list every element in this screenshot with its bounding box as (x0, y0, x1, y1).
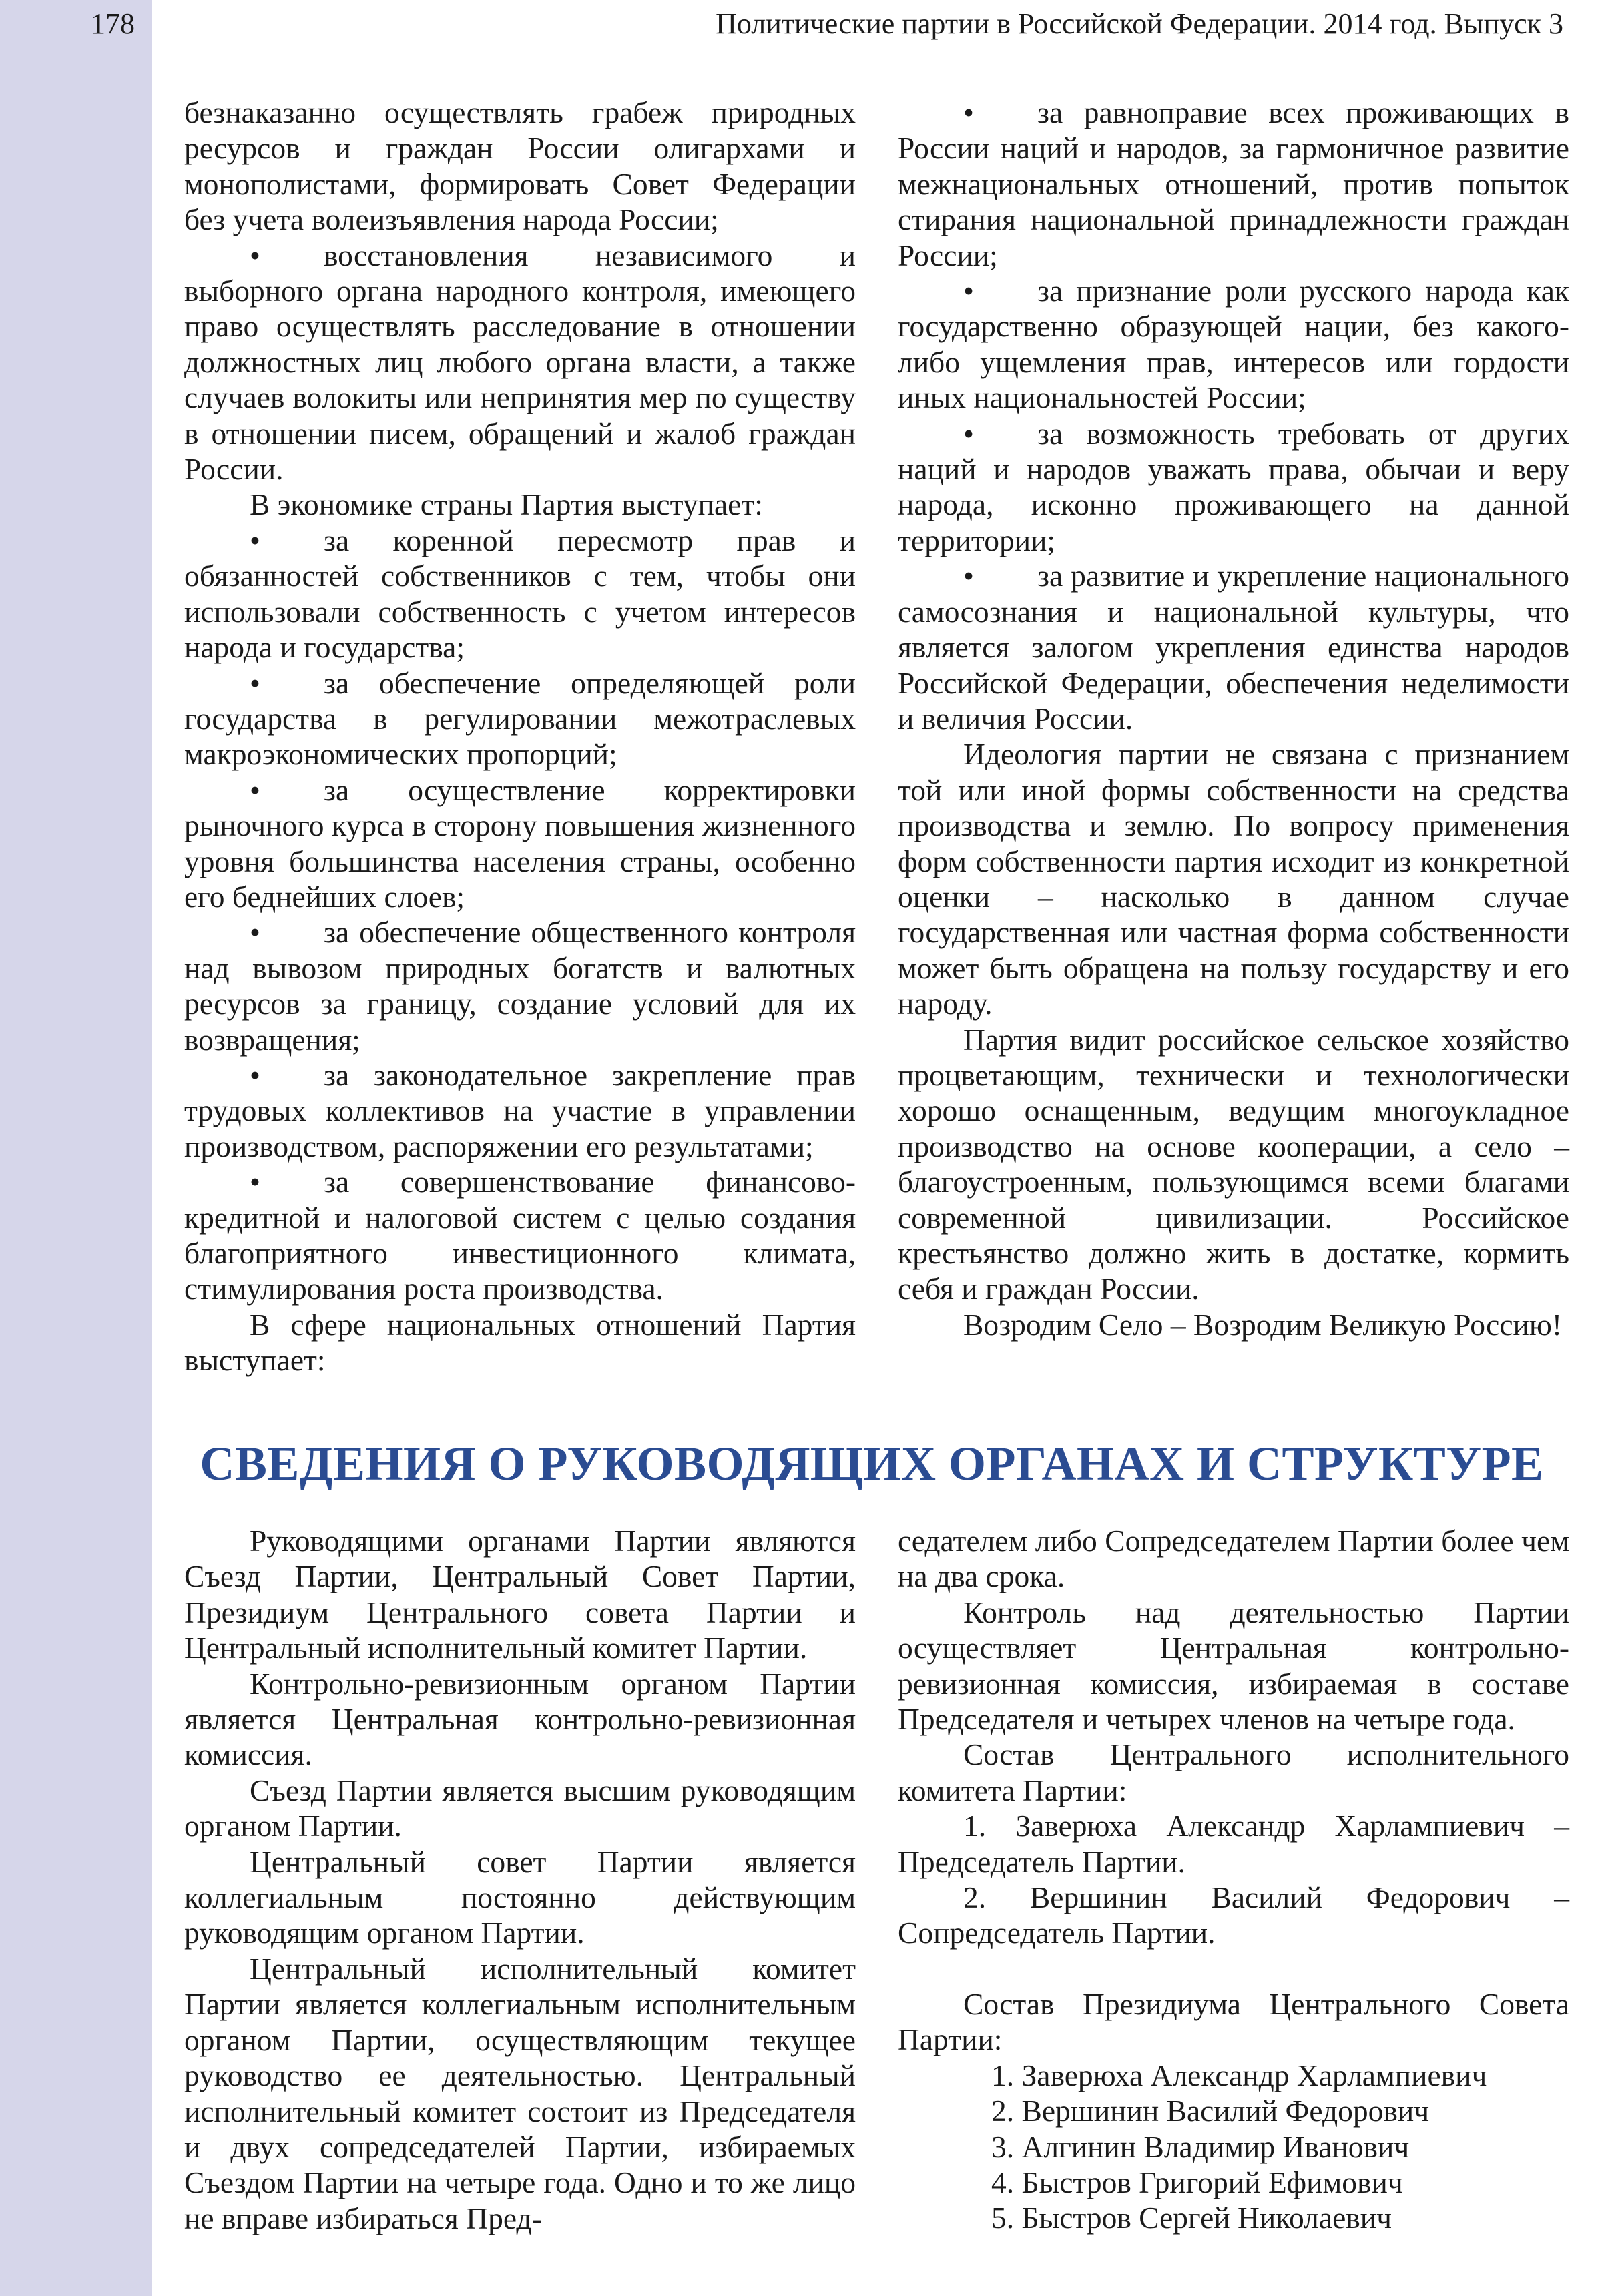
paragraph: В сфере национальных отношений Партия выступает: (184, 1307, 856, 1378)
margin-strip (0, 0, 152, 2296)
bullet-icon: • (250, 523, 260, 557)
list-item: 5. Быстров Сергей Николаевич (991, 2201, 1392, 2235)
bullet-text: восстановления независимого и выборного органа народного контроля, имеющего право осуществлять расследование в отношении должностных лиц любого органа власти, а также случаев волокиты или непринятия мер по существу в отношении писем, обращений и жалоб граждан России. (184, 238, 856, 487)
bullet-item (184, 772, 856, 915)
bullet-icon: • (963, 559, 974, 593)
top-left-column (184, 95, 856, 1378)
bullet-item (184, 914, 856, 1057)
paragraph: Центральный совет Партии является коллегиальным постоянно действующим руководящим органом Партии. (184, 1844, 856, 1950)
paragraph: Возродим Село – Возродим Великую Россию! (963, 1307, 1563, 1342)
paragraph: В экономике страны Партия выступает: (250, 487, 763, 522)
bullet-icon: • (963, 95, 974, 129)
bullet-item (898, 416, 1569, 559)
bullet-item (898, 273, 1569, 416)
top-right-column (898, 95, 1569, 1342)
paragraph: Состав Центрального исполнительного комитета Партии: (898, 1737, 1569, 1807)
list-item: 3. Алгинин Владимир Иванович (991, 2129, 1410, 2164)
bullet-item (184, 523, 856, 665)
paragraph: седателем либо Сопредседателем Партии более чем на два срока. (898, 1524, 1569, 1594)
presidium-members-list (898, 2058, 1569, 2236)
bullet-item (898, 95, 1569, 273)
paragraph: Съезд Партии является высшим руководящим органом Партии. (184, 1773, 856, 1843)
list-item: 2. Вершинин Василий Федорович (991, 2094, 1430, 2128)
paragraph: Центральный исполнительный комитет Партии является коллегиальным исполнительным органом Партии, осуществляющим текущее руководство ее деятельностью. Центральный исполнительный комитет состоит из Председателя и двух сопредседателей Партии, избираемых Съездом Партии на четыре года. Одно и то же лицо не вправе избираться Пред- (184, 1951, 856, 2235)
bullet-text: за обеспечение определяющей роли государства в регулировании межотраслевых макроэкономических пропорций; (184, 665, 856, 772)
bullet-icon: • (250, 665, 260, 700)
list-item: 1. Заверюха Александр Харлампиевич (991, 2058, 1487, 2092)
bullet-icon: • (250, 1165, 260, 1199)
paragraph: Контроль над деятельностью Партии осуществляет Центральная контрольно-ревизионная комиссия, избираемая в составе Председателя и четырех членов на четыре года. (898, 1595, 1569, 1737)
paragraph: Партия видит российское сельское хозяйство процветающим, технически и технологически хорошо оснащенным, ведущим многоукладное производство на основе кооперации, а село – благоустроенным, пользующимся всеми благами современной цивилизации. Российское крестьянство должно жить в достатке, кормить себя и граждан России. (898, 1022, 1569, 1306)
bullet-icon: • (250, 1057, 260, 1092)
running-head: Политические партии в Российской Федерации. 2014 год. Выпуск 3 (716, 7, 1563, 40)
bottom-left-column (184, 1523, 856, 2236)
bullet-item (184, 1057, 856, 1164)
bullet-icon: • (250, 772, 260, 807)
bullet-icon: • (250, 915, 260, 950)
bullet-item (898, 558, 1569, 736)
bullet-icon: • (963, 274, 974, 308)
bullet-text: за совершенствование финансово-кредитной и налоговой систем с целью создания благоприятного инвестиционного климата, стимулирования роста производства. (184, 1165, 856, 1306)
bullet-item (184, 1164, 856, 1307)
bullet-text: за обеспечение общественного контроля над вывозом природных богатств и валютных ресурсов за границу, создание условий для их возвращения; (184, 915, 856, 1057)
paragraph: Руководящими органами Партии являются Съезд Партии, Центральный Совет Партии, Президиум Центрального совета Партии и Центральный исполнительный комитет Партии. (184, 1524, 856, 1665)
bullet-text: за возможность требовать от других наций и народов уважать права, обычаи и веру народа, исконно проживающего на данной территории; (898, 416, 1569, 557)
paragraph: Идеология партии не связана с признанием той или иной формы собственности на средства производства и землю. По вопросу применения форм собственности партия исходит из конкретной оценки – насколько в данном случае государственная или частная форма собственности может быть обращена на пользу государству и его народу. (898, 737, 1569, 1021)
bullet-icon: • (250, 238, 260, 272)
bullet-icon: • (963, 416, 974, 451)
bullet-text: за законодательное закрепление прав трудовых коллективов на участие в управлении производством, распоряжении его результатами; (184, 1057, 856, 1163)
bullet-item (184, 665, 856, 772)
page-number: 178 (91, 7, 135, 40)
bottom-right-column (898, 1523, 1569, 2236)
paragraph: безнаказанно осуществлять грабеж природных ресурсов и граждан России олигархами и монополистами, формировать Совет Федерации без учета волеизъявления народа России; (184, 95, 856, 237)
list-item: 1. Заверюха Александр Харлампиевич – Председатель Партии. (898, 1809, 1569, 1879)
list-item: 2. Вершинин Василий Федорович – Сопредседатель Партии. (898, 1880, 1569, 1950)
list-item: 4. Быстров Григорий Ефимович (991, 2165, 1403, 2199)
bullet-item (184, 238, 856, 487)
paragraph: Контрольно-ревизионным органом Партии является Центральная контрольно-ревизионная комиссия. (184, 1666, 856, 1772)
spacer (898, 1951, 1569, 1986)
paragraph: Состав Президиума Центрального Совета Партии: (898, 1986, 1569, 2057)
bullet-text: за равноправие всех проживающих в России наций и народов, за гармоничное развитие межнациональных отношений, против попыток стирания национальной принадлежности граждан России; (898, 95, 1569, 272)
bullet-text: за коренной пересмотр прав и обязанностей собственников с тем, чтобы они использовали собственность с учетом интересов народа и государства; (184, 523, 856, 665)
bullet-text: за осуществление корректировки рыночного курса в сторону повышения жизненного уровня большинства населения страны, особенно его беднейших слоев; (184, 772, 856, 914)
bullet-text: за развитие и укрепление национального самосознания и национальной культуры, что является залогом укрепления единства народов Российской Федерации, обеспечения неделимости и величия России. (898, 559, 1569, 736)
bullet-text: за признание роли русского народа как государственно образующей нации, без какого-либо ущемления прав, интересов или гордости иных национальностей России; (898, 274, 1569, 415)
section-heading: СВЕДЕНИЯ О РУКОВОДЯЩИХ ОРГАНАХ И СТРУКТУРЕ (200, 1437, 1544, 1490)
